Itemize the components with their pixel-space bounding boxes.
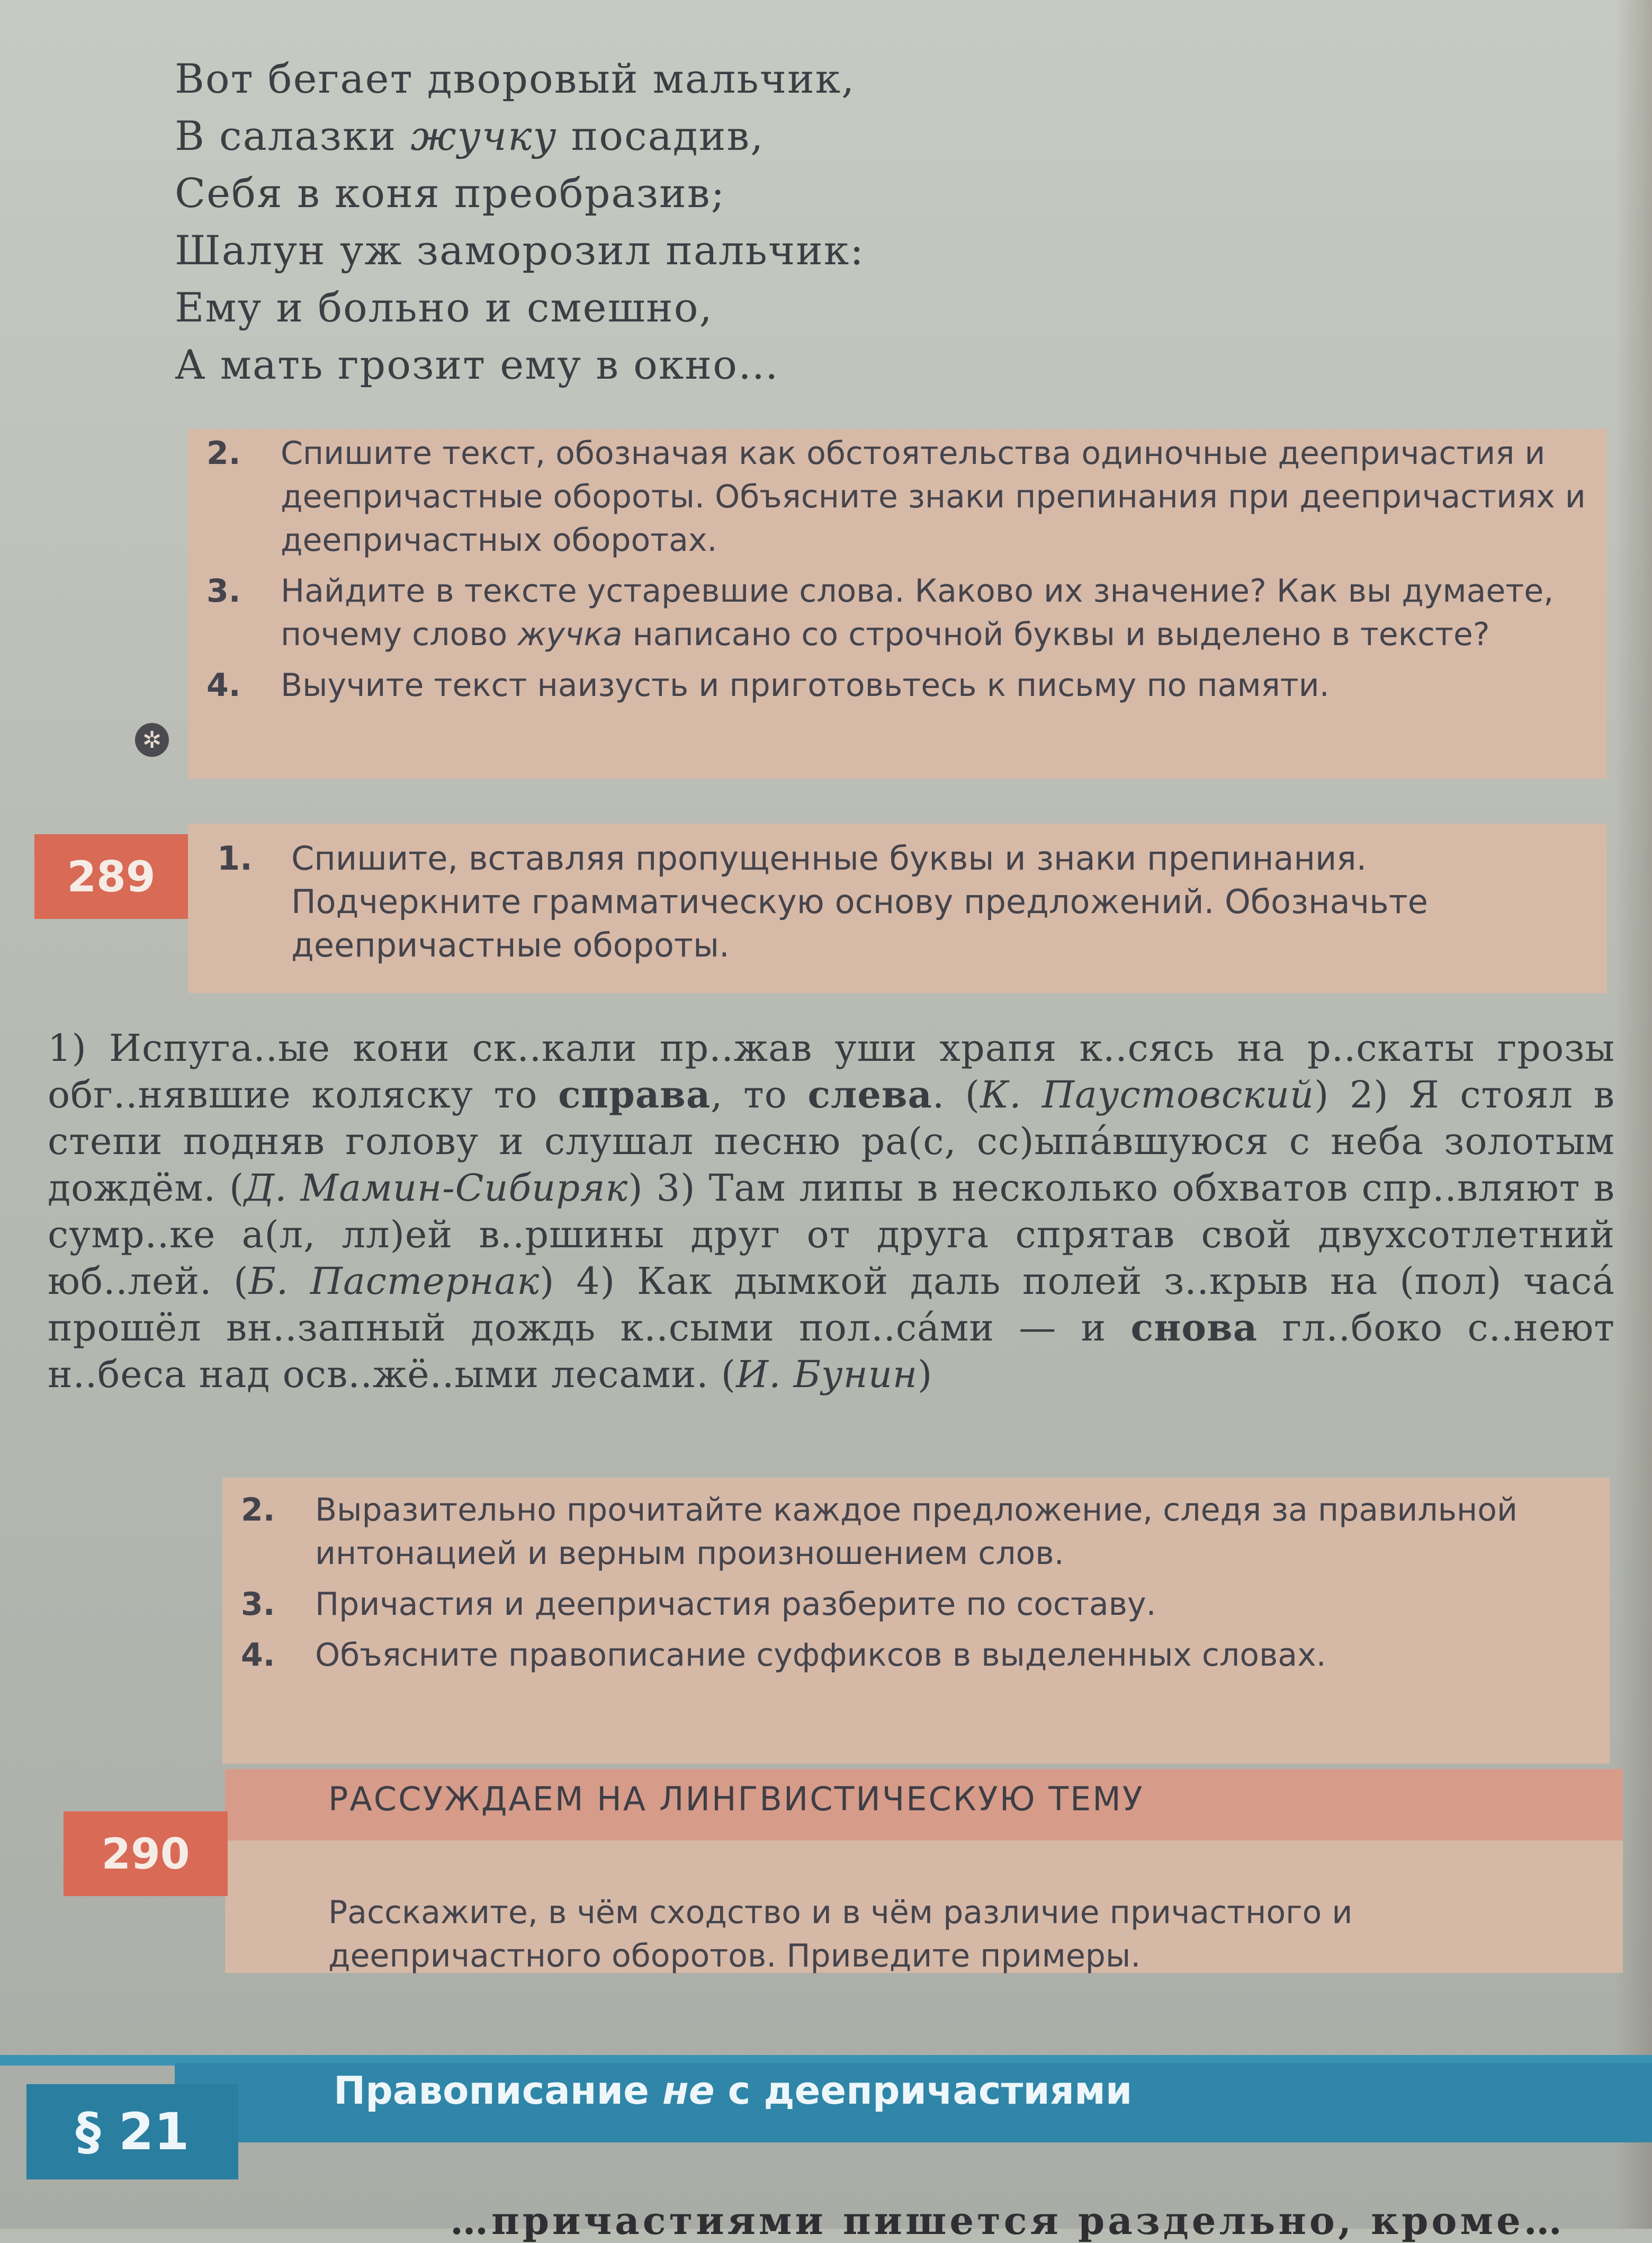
poem-line: В салазки жучку посадив, <box>175 112 765 159</box>
poem <box>175 50 865 394</box>
section-number: § 21 <box>26 2084 238 2179</box>
highlighted-word: снова <box>1130 1306 1258 1350</box>
poem-line: А мать грозит ему в окно… <box>175 341 779 388</box>
task-item: 3. Причастия и деепричастия разберите по составу. <box>241 1586 1156 1623</box>
author: К. Паустовский <box>980 1073 1315 1116</box>
poem-italic-word: жучку <box>410 112 558 159</box>
highlighted-word: справа <box>558 1073 711 1116</box>
exercise-289-text: 1) Испуга..ые кони ск..кали пр..жав уши храпя к..сясь на р..скаты грозы обг..нявшие коляску то справа, то слева. (К. Паустовский) 2) Я стоял в степи подняв голову и слушал песню ра(с, сс)ыпа́вшуюся с неба золотым дождём. (Д. Мамин-Сибиряк) 3) Там липы в несколько обхватов спр..вляют в сумр..ке а(л, лл)ей в..ршины друг от друга спрятав свой двухсотлетний юб..лей. (Б. Пастернак) 4) Как дымкой даль полей з..крыв на (пол) часа́ прошёл вн..запный дождь к..сыми пол..са́ми — и снова гл..боко с..неют н..беса над осв..жё..ыми лесами. (И. Бунин) <box>48 1026 1615 1396</box>
cut-off-text: …причастиями пишется раздельно, кроме… <box>450 2198 1565 2243</box>
poem-line: Вот бегает дворовый мальчик, <box>175 55 856 102</box>
task-290 <box>328 1891 1599 1978</box>
author: И. Бунин <box>736 1353 918 1396</box>
task-text: Расскажите, в чём сходство и в чём различие причастного и деепричастного оборотов. Приведите примеры. <box>328 1894 1353 1974</box>
star-circle-icon: ✲ <box>135 723 169 757</box>
task-item: 2. Спишите текст, обозначая как обстоятельства одиночные деепричастия и деепричастные обороты. Объясните знаки препинания при деепричастиях и деепричастных оборотах. <box>206 435 1586 559</box>
section-title: Правописание не с деепричастиями <box>334 2068 1133 2113</box>
poem-line: Шалун уж заморозил пальчик: <box>175 227 865 274</box>
exercise-heading: РАССУЖДАЕМ НА ЛИНГВИСТИЧЕСКУЮ ТЕМУ <box>328 1780 1144 1818</box>
author: Д. Мамин-Сибиряк <box>244 1166 629 1210</box>
task-item: 4. Выучите текст наизусть и приготовьтесь к письму по памяти. <box>206 667 1330 704</box>
highlighted-word: слева <box>807 1073 932 1116</box>
author: Б. Пастернак <box>248 1259 540 1303</box>
task-item: 1. Спишите, вставляя пропущенные буквы и знаки препинания. Подчеркните грамматическую основу предложений. Обозначьте деепричастные обороты. <box>217 839 1428 964</box>
tasks-288 <box>206 432 1594 707</box>
task-item: 4. Объясните правописание суффиксов в выделенных словах. <box>241 1637 1326 1674</box>
exercise-number-289: 289 <box>34 834 188 919</box>
task-item: 2. Выразительно прочитайте каждое предложение, следя за правильной интонацией и верным произношением слов. <box>241 1491 1518 1572</box>
poem-line: Ему и больно и смешно, <box>175 284 713 331</box>
task-item: 3. Найдите в тексте устаревшие слова. Каково их значение? Как вы думаете, почему слово жучка написано со строчной буквы и выделено в тексте? <box>206 573 1554 653</box>
tasks-289 <box>241 1488 1596 1677</box>
exercise-number-290: 290 <box>64 1811 228 1896</box>
poem-line: Себя в коня преобразив; <box>175 169 726 217</box>
task-289-1 <box>217 837 1583 967</box>
